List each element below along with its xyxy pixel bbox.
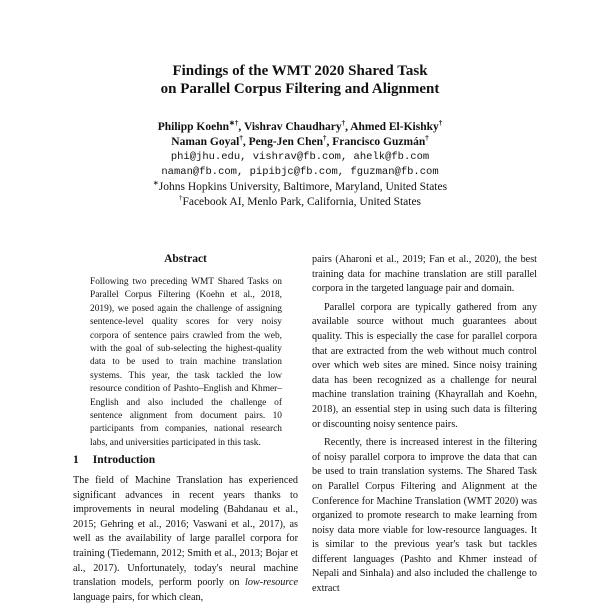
author-sup: †	[323, 134, 327, 143]
author-sup: †	[438, 119, 443, 128]
intro-text-2: language pairs, for which clean,	[73, 591, 204, 603]
affiliation-sup: ∗	[152, 179, 159, 188]
author-name: Peng-Jen Chen	[248, 136, 324, 148]
author-line-1: Philipp Koehn∗†, Vishrav Chaudhary†, Ahmed El-Kishky†	[157, 119, 443, 133]
author-block	[0, 120, 600, 210]
intro-text-1: The field of Machine Translation has experienced significant advances in recent years thanks to improvements in neural modeling (Bahdanau et al., 2015; Gehring et al., 2016; Vaswani et al., 2017), as well as the availability of large parallel corpora for training (Tiedemann, 2012; Smith et al., 2013; Bojar et al., 2017). Unfortunately, today's neural machine translation models, perform poorly on	[73, 475, 298, 589]
author-name: Francisco Guzmán	[332, 136, 426, 148]
intro-paragraph-1	[73, 474, 298, 605]
section-title: Introduction	[92, 454, 156, 466]
title-line-1: Findings of the WMT 2020 Shared Task	[172, 63, 428, 79]
author-sup: †	[341, 119, 346, 128]
abstract-text: Following two preceding WMT Shared Tasks on Parallel Corpus Filtering (Koehn et al., 2018, 2019), we posed again the challenge of assigning sentence-level quality scores for very noisy corpora of sentence pairs crawled from the web, with the goal of sub-selecting the highest-quality data to be used to train machine translation systems. This year, the task tackled the low resource condition of Pashto–English and Khmer–English and also included the challenge of sentence alignment from document pairs. 10 participants from companies, national research labs, and universities participated in this task.	[90, 277, 282, 448]
paper-title	[0, 62, 600, 98]
affiliation-sup: †	[178, 194, 183, 203]
author-line-2: Naman Goyal†, Peng-Jen Chen†, Francisco Guzmán†	[171, 134, 429, 148]
right-column	[312, 253, 537, 597]
right-paragraph-0: pairs (Aharoni et al., 2019; Fan et al., 2020), the best training data for machine translation are still parallel corpora in the targeted language pair and domain.	[312, 254, 537, 295]
affiliation-2	[0, 195, 600, 210]
abstract-heading: Abstract	[164, 253, 207, 265]
section-number: 1	[73, 454, 79, 466]
affiliation-1	[0, 180, 600, 195]
title-line-2: on Parallel Corpus Filtering and Alignment	[160, 81, 440, 97]
author-name: Vishrav Chaudhary	[243, 121, 342, 133]
author-name: Ahmed El-Kishky	[350, 121, 439, 133]
author-name: Philipp Koehn	[157, 121, 230, 133]
right-paragraph-2: Recently, there is increased interest in the filtering of noisy parallel corpora to improve the data that can be used to train translation systems. The Shared Task on Parallel Corpus Filtering and Alignment at the Conference for Machine Translation (WMT 2020) was organized to promote research to make learning from noisy data more viable for low-resource languages. It is similar to the previous year's task but tackles different languages (Pashto and Khmer instead of Nepali and Sinhala) and also included the challenge to extract	[312, 437, 537, 595]
author-emails-1: phi@jhu.edu, vishrav@fb.com, ahelk@fb.com	[170, 151, 430, 163]
section-heading-introduction	[73, 454, 155, 466]
right-paragraph-1: Parallel corpora are typically gathered from any available source without much guarantees about quality. This is especially the case for parallel corpora that are extracted from the web without much control over which web sites are mined. Since noisy training data has been recognized as a challenge for neural machine translation training (Khayrallah and Koehn, 2018), an essential step in using such data is filtering or discounting noisy sentence pairs.	[312, 301, 537, 430]
author-emails-2: naman@fb.com, pipibjc@fb.com, fguzman@fb.com	[161, 166, 439, 178]
author-sup: ∗†	[229, 119, 239, 128]
affiliation-text: Johns Hopkins University, Baltimore, Maryland, United States	[158, 181, 448, 193]
intro-emphasis: low-resource	[244, 577, 298, 589]
author-name: Naman Goyal	[171, 136, 240, 148]
affiliation-text: Facebook AI, Menlo Park, California, United States	[182, 196, 422, 208]
author-sup: †	[239, 134, 243, 143]
author-sup: †	[425, 134, 429, 143]
